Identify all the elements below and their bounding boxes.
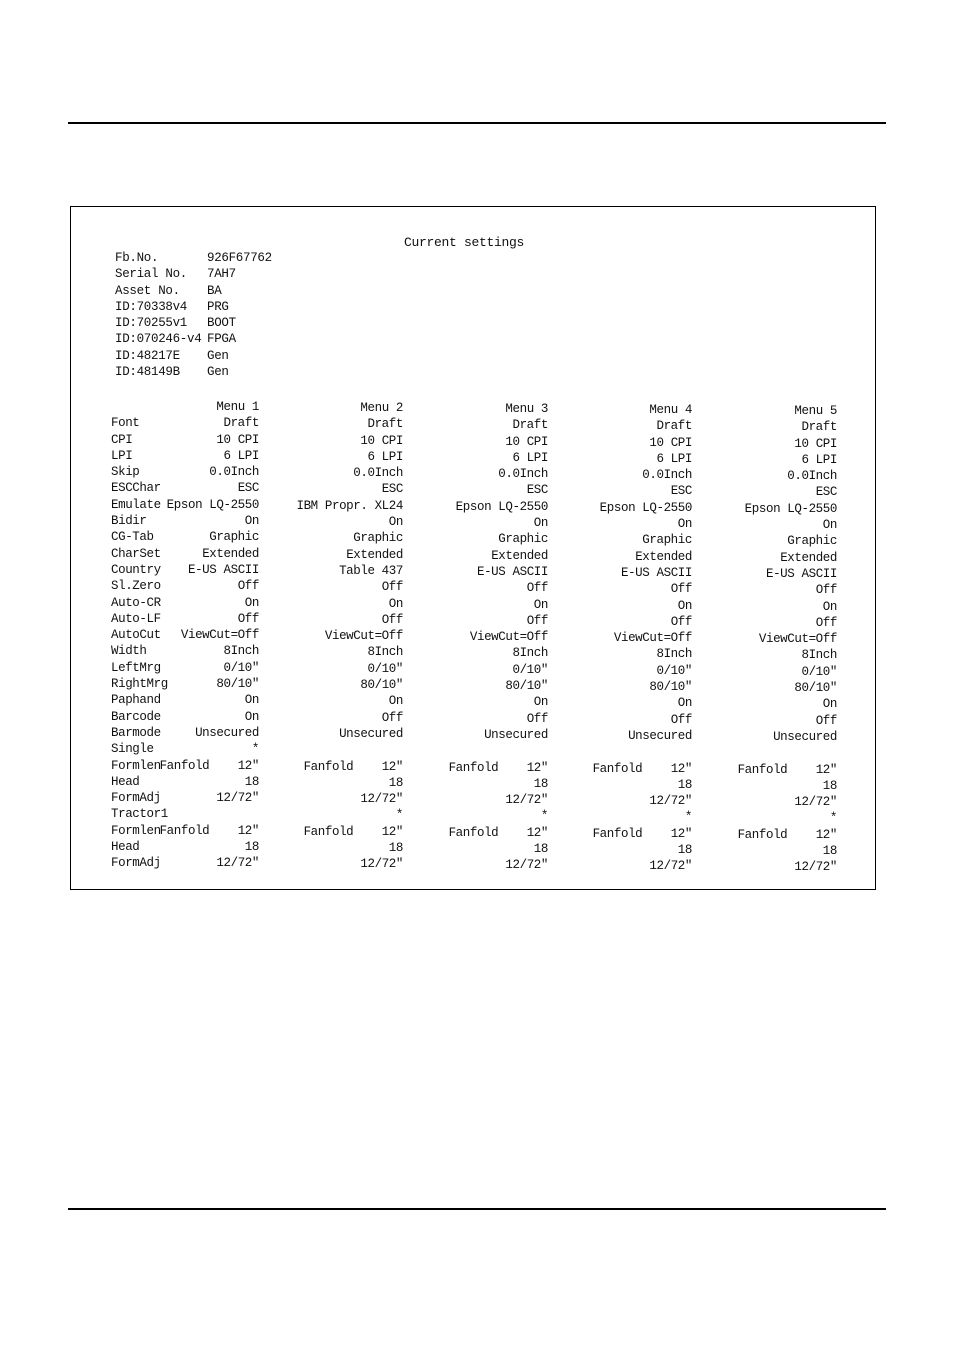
id-label: ID:48149B [115,365,180,380]
setting-value: On [822,518,837,533]
setting-label: Head [111,840,140,855]
setting-value: Draft [656,419,692,434]
setting-value: On [244,709,259,724]
setting-value: Fanfold 12" [448,760,548,775]
setting-value: On [822,697,837,712]
setting-value: On [677,598,692,613]
setting-value: Draft [512,418,548,433]
setting-label: Font [111,416,140,431]
id-label: ID:70338v4 [115,299,188,314]
setting-value: 6 LPI [512,450,548,465]
setting-value: On [244,693,259,708]
setting-label: FormAdj [111,791,161,806]
setting-label: Emulate [111,497,161,512]
setting-value: Off [381,710,403,725]
setting-value: On [244,595,259,610]
setting-value: 0/10" [223,660,259,675]
id-row [115,283,272,299]
menu-header: Menu 5 [794,404,837,418]
setting-value: 6 LPI [223,448,259,463]
setting-value: * [251,742,259,757]
setting-value: ViewCut=Off [758,632,837,647]
setting-value: Off [670,712,692,727]
top-rule [68,122,886,124]
id-label: Serial No. [115,267,188,282]
setting-value: Extended [491,548,548,563]
setting-label: Single [111,742,154,757]
setting-label: Formlen [111,758,161,773]
setting-value: * [540,809,548,824]
setting-value: On [677,696,692,711]
id-value: Gen [207,365,229,380]
setting-value: 0/10" [367,661,403,676]
setting-value: Draft [367,417,403,432]
setting-value: Epson LQ-2550 [455,499,548,514]
setting-value: Extended [202,546,259,561]
setting-value: Graphic [209,530,259,545]
setting-value: 80/10" [794,681,837,696]
setting-value: 6 LPI [367,449,403,464]
setting-value: 0.0Inch [787,469,837,484]
setting-value: On [533,516,548,531]
setting-value: Unsecured [195,725,259,740]
setting-value: 0/10" [656,663,692,678]
setting-label: Barmode [111,725,161,740]
setting-value: 18 [677,777,692,792]
setting-value: Extended [635,549,692,564]
setting-value: Epson LQ-2550 [744,501,837,516]
menu-5-column [687,403,837,876]
id-value: PRG [207,299,229,314]
id-label: ID:070246-v4 [115,332,202,347]
setting-value: * [684,810,692,825]
id-value: BOOT [207,316,236,331]
setting-value: ViewCut=Off [324,629,403,644]
setting-label: CG-Tab [111,530,154,545]
setting-value: Off [381,580,403,595]
setting-value: 0/10" [801,664,837,679]
menu-4-column [542,402,692,875]
id-value: BA [207,283,222,298]
id-row [115,266,272,282]
setting-value: * [829,811,837,826]
setting-value: Unsecured [628,728,692,743]
setting-value: ESC [237,481,259,496]
setting-value: 12/72" [649,859,692,874]
setting-value: 10 CPI [649,435,692,450]
setting-value: Table 437 [339,563,403,578]
setting-value: ESC [381,482,403,497]
id-value: FPGA [207,332,236,347]
setting-value: ESC [526,483,548,498]
setting-value: 12/72" [216,856,259,871]
settings-printout [70,206,876,890]
id-label: ID:70255v1 [115,316,188,331]
setting-value: On [533,597,548,612]
printout-title: Current settings [404,235,525,250]
setting-value: 8Inch [223,644,259,659]
setting-value: ViewCut=Off [469,630,548,645]
setting-value [253,742,403,758]
setting-value: 12/72" [360,857,403,872]
setting-value: 12/72" [505,793,548,808]
setting-value: Graphic [787,534,837,549]
setting-value: On [822,599,837,614]
setting-label: Country [111,562,161,577]
setting-value: On [388,694,403,709]
setting-value: IBM Propr. XL24 [296,498,403,513]
setting-label: Tractor1 [111,807,168,822]
setting-value: 80/10" [505,679,548,694]
setting-value [398,743,548,759]
setting-value: 8Inch [656,647,692,662]
setting-value: 0.0Inch [642,468,692,483]
setting-value: Fanfold 12" [303,759,403,774]
setting-value: 10 CPI [360,433,403,448]
setting-label: LPI [111,448,133,463]
setting-value: 10 CPI [216,432,259,447]
id-row [115,331,272,347]
setting-label: Skip [111,465,140,480]
setting-value [542,744,692,760]
setting-label: Formlen [111,823,161,838]
setting-value: 12/72" [505,858,548,873]
setting-value: 18 [677,843,692,858]
setting-value: E-US ASCII [476,564,548,579]
setting-value: Off [526,613,548,628]
setting-value: Off [381,612,403,627]
setting-value: Epson LQ-2550 [166,497,259,512]
setting-value: Off [237,611,259,626]
id-label: Asset No. [115,283,180,298]
setting-value: Off [526,711,548,726]
setting-value: 0.0Inch [498,467,548,482]
setting-value: 6 LPI [801,452,837,467]
setting-value: Fanfold 12" [592,826,692,841]
setting-value: Off [670,582,692,597]
setting-value: * [395,808,403,823]
setting-label: Head [111,774,140,789]
setting-label: Bidir [111,514,147,529]
setting-value: 8Inch [367,645,403,660]
setting-value: 0.0Inch [353,466,403,481]
setting-label: CPI [111,432,133,447]
setting-value: 10 CPI [794,436,837,451]
setting-label: FormAdj [111,856,161,871]
id-row [115,299,272,315]
setting-label: ESCChar [111,481,161,496]
setting-value: 12/72" [649,794,692,809]
setting-label: Paphand [111,693,161,708]
setting-value: Fanfold 12" [303,824,403,839]
setting-value: On [533,695,548,710]
setting-value: 18 [388,841,403,856]
id-row [115,348,272,364]
setting-value: Unsecured [339,726,403,741]
setting-value: 6 LPI [656,451,692,466]
setting-value: ViewCut=Off [613,631,692,646]
id-value: 7AH7 [207,267,236,282]
setting-value: Off [526,581,548,596]
setting-value: Off [815,583,837,598]
setting-label: CharSet [111,546,161,561]
setting-value: ESC [815,485,837,500]
setting-value: E-US ASCII [765,566,837,581]
setting-value: Off [815,713,837,728]
setting-label: AutoCut [111,628,161,643]
setting-value: Fanfold 12" [737,827,837,842]
setting-value: 18 [388,775,403,790]
setting-value: 80/10" [649,680,692,695]
setting-value: Draft [801,420,837,435]
setting-value: On [244,514,259,529]
setting-label: Auto-CR [111,595,161,610]
setting-value [109,806,259,822]
setting-value: 12/72" [794,860,837,875]
setting-value: 12/72" [360,792,403,807]
id-row [115,250,272,266]
setting-value: Fanfold 12" [737,762,837,777]
setting-label: Sl.Zero [111,579,161,594]
printer-id-block [115,250,272,380]
id-value: Gen [207,348,229,363]
setting-value: 18 [822,778,837,793]
setting-value: 18 [244,840,259,855]
menu-header: Menu 3 [505,402,548,416]
setting-value: ESC [670,484,692,499]
menu-2-column [253,400,403,873]
setting-value: On [677,517,692,532]
setting-value: Graphic [353,531,403,546]
menu-header: Menu 1 [216,400,259,414]
setting-value: 0.0Inch [209,465,259,480]
setting-value: Fanfold 12" [159,758,259,773]
setting-value: 18 [822,844,837,859]
menu-3-column [398,401,548,874]
setting-value: Unsecured [773,729,837,744]
setting-value: Epson LQ-2550 [599,500,692,515]
setting-label: Width [111,644,147,659]
id-row [115,364,272,380]
setting-value: 80/10" [360,678,403,693]
setting-value: 12/72" [216,791,259,806]
setting-value: Graphic [498,532,548,547]
setting-value: 18 [244,774,259,789]
setting-value: 8Inch [512,646,548,661]
id-label: ID:48217E [115,348,180,363]
id-value: 926F67762 [207,251,272,265]
setting-value: 12/72" [794,795,837,810]
setting-value: Unsecured [484,727,548,742]
setting-value: 10 CPI [505,434,548,449]
setting-value: On [388,596,403,611]
setting-value: 18 [533,776,548,791]
menu-1-column [109,399,259,872]
bottom-rule [68,1208,886,1210]
setting-value: Off [237,579,259,594]
setting-value: Off [815,615,837,630]
menu-header: Menu 4 [649,403,692,417]
setting-label: LeftMrg [111,660,161,675]
setting-label: Auto-LF [111,611,161,626]
setting-value: 8Inch [801,648,837,663]
id-row [115,315,272,331]
setting-value: Fanfold 12" [592,761,692,776]
menu-header: Menu 2 [360,401,403,415]
id-label: Fb.No. [115,251,159,265]
setting-value: On [388,515,403,530]
setting-value: 0/10" [512,662,548,677]
setting-label: RightMrg [111,677,168,692]
setting-value: ViewCut=Off [180,628,259,643]
setting-value: E-US ASCII [187,562,259,577]
setting-value [687,745,837,761]
setting-value: Draft [223,416,259,431]
setting-value: Extended [346,547,403,562]
setting-value: Extended [780,550,837,565]
setting-value: Fanfold 12" [448,825,548,840]
setting-value: E-US ASCII [620,565,692,580]
setting-label: Barcode [111,709,161,724]
setting-value: Off [670,614,692,629]
setting-value: Fanfold 12" [159,823,259,838]
setting-value: 80/10" [216,677,259,692]
setting-value: Graphic [642,533,692,548]
setting-value: 18 [533,842,548,857]
